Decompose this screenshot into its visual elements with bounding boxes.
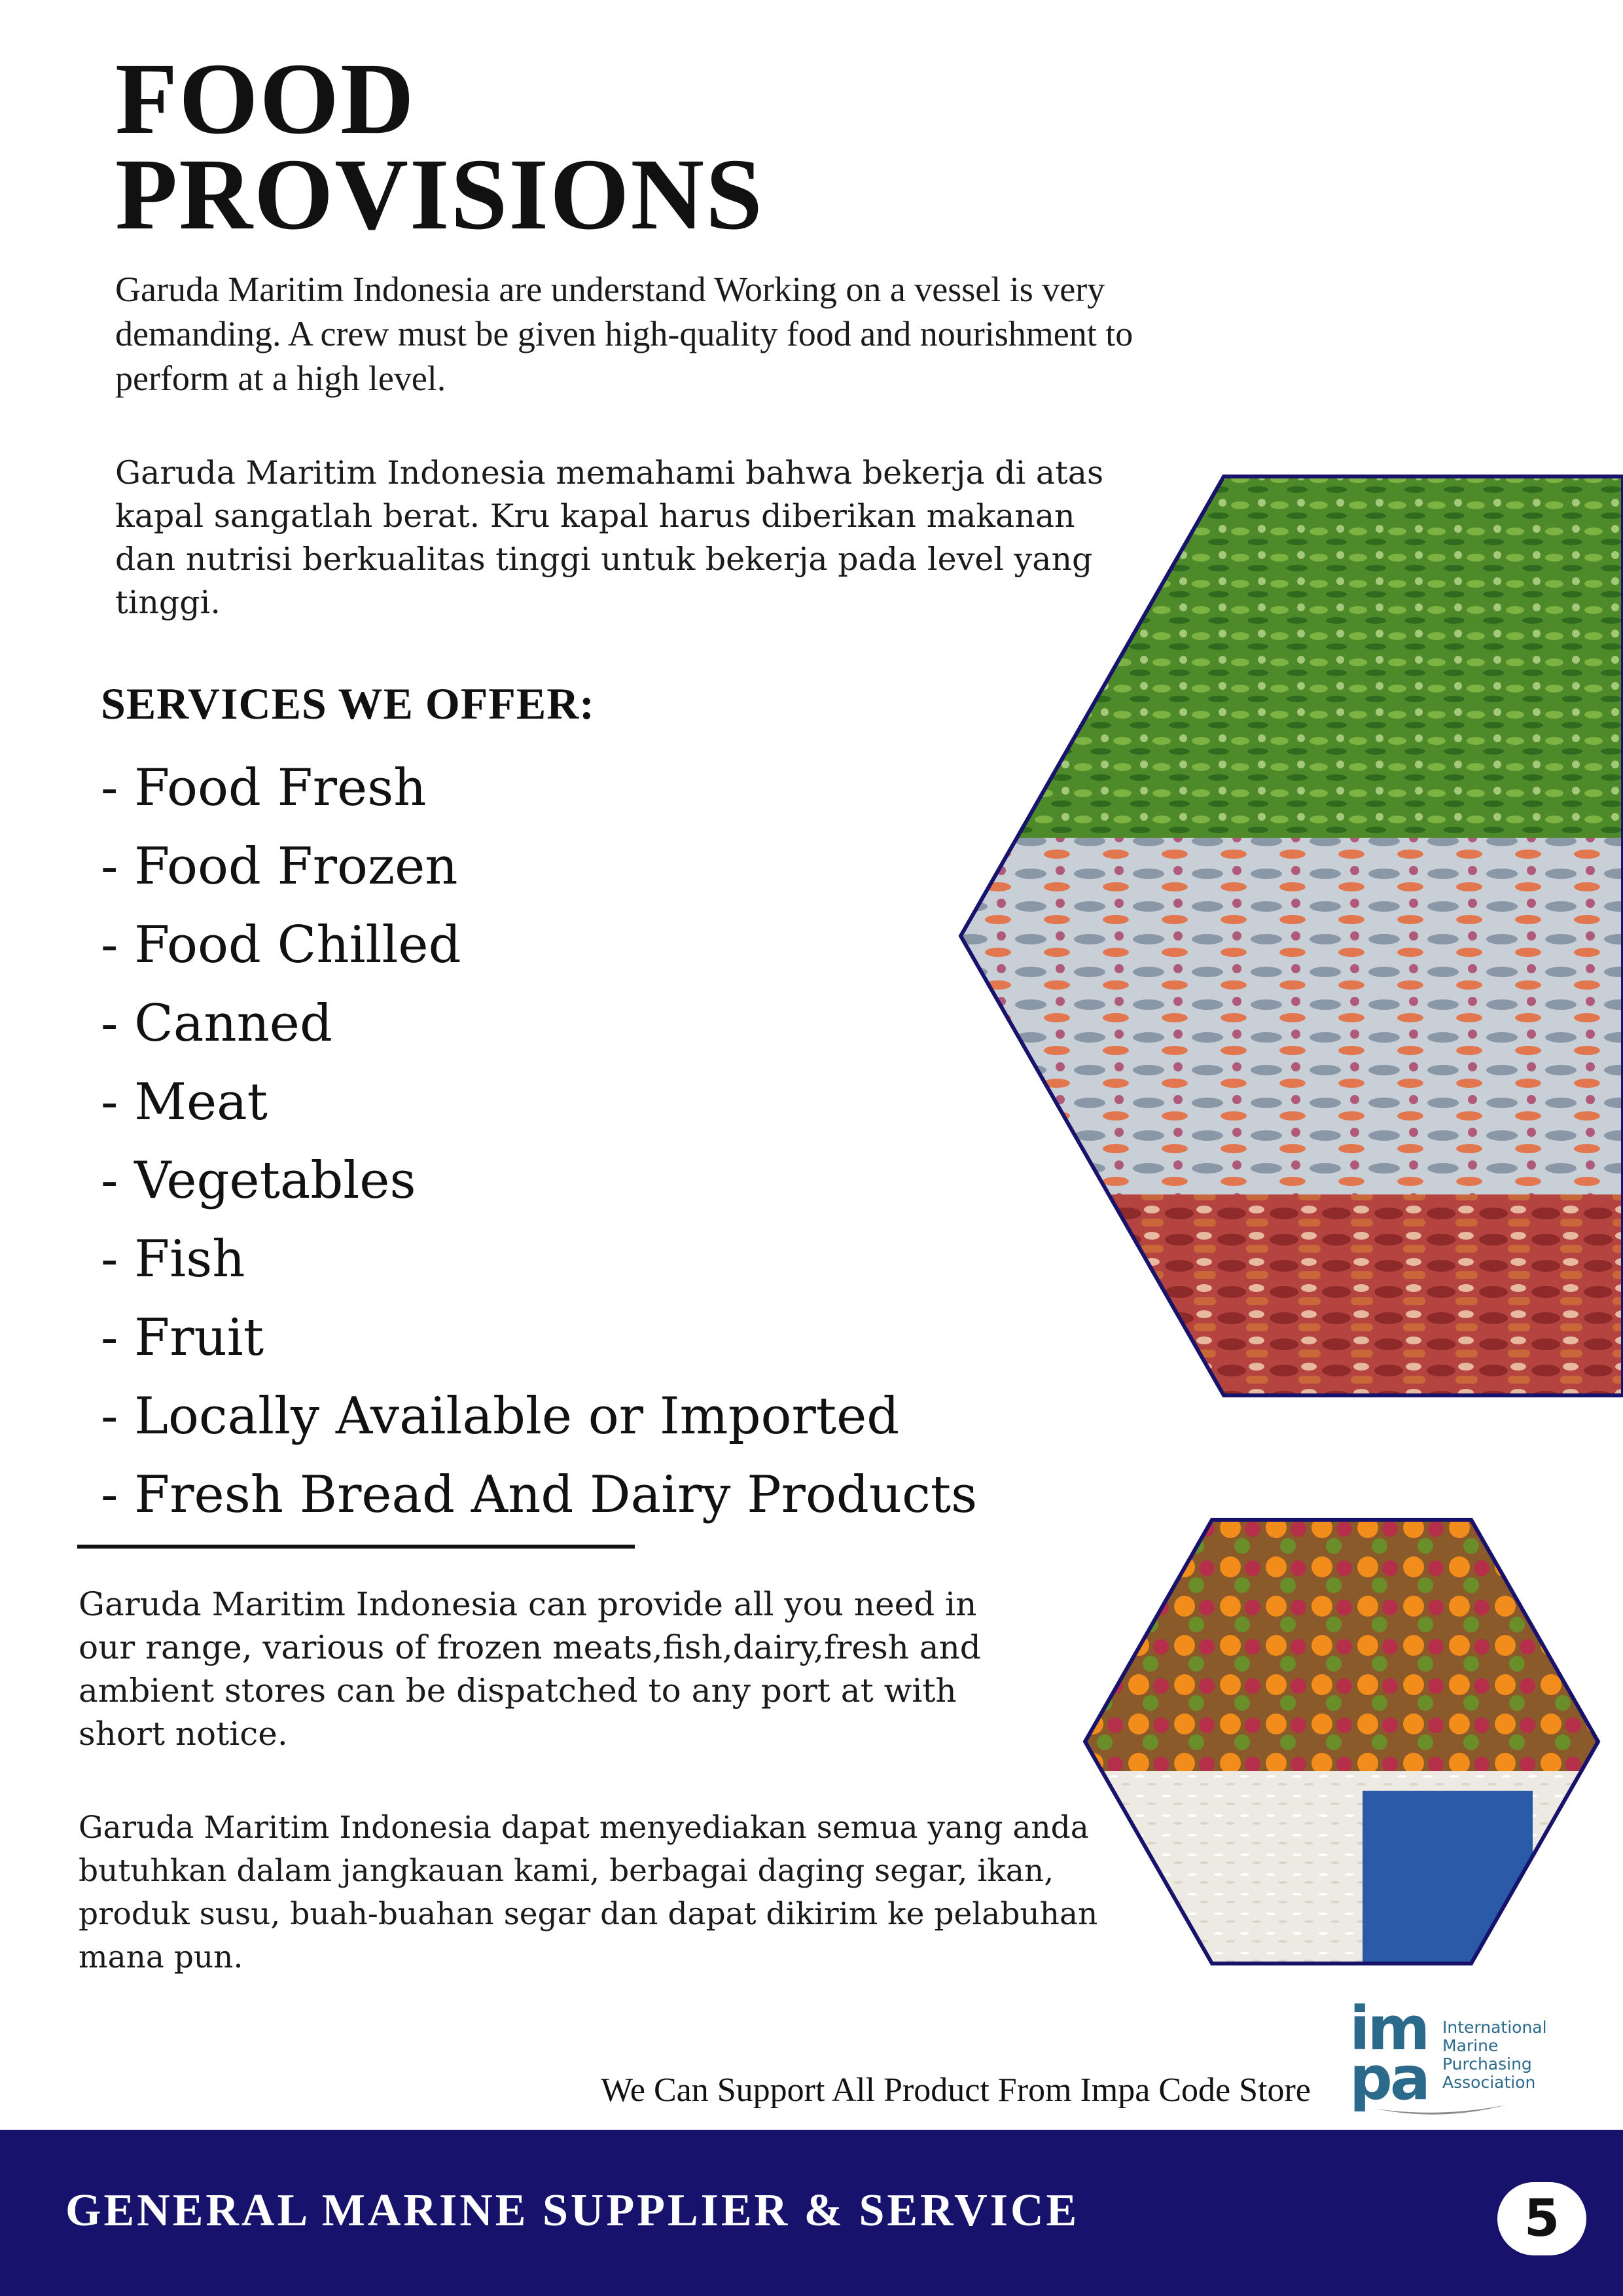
provide-english: Garuda Maritim Indonesia can provide all you need in our range, various of frozen meats,fish,dairy,fresh and ambient stores can be dispatched to any port at with short notice. (79, 1585, 981, 1753)
impa-logo-mark: im pa (1349, 1994, 1428, 2113)
title-line-2: PROVISIONS (115, 137, 764, 251)
page-number: 5 (1497, 2182, 1586, 2255)
service-item: - Vegetables (101, 1151, 416, 1210)
footer-title: GENERAL MARINE SUPPLIER & SERVICE (65, 2185, 1080, 2236)
service-item: - Canned (101, 994, 332, 1053)
services-heading: SERVICES WE OFFER: (101, 679, 595, 728)
service-item: - Fish (101, 1230, 245, 1289)
food-hexagon-image (955, 471, 1623, 1401)
support-text: We Can Support All Product From Impa Code Store (601, 2072, 1311, 2109)
service-item: - Fruit (101, 1308, 264, 1367)
seafood-photo (955, 838, 1623, 1194)
provide-indonesian: Garuda Maritim Indonesia dapat menyediakan semua yang anda butuhkan dalam jangkauan kami, berbagai daging segar, ikan, produk susu, buah-buahan segar dan dapat dikirim ke pelabuhan mana pun. (79, 1810, 1098, 1975)
fruit-rice-hexagon-image (1081, 1516, 1602, 1967)
vegetables-photo (955, 471, 1623, 838)
service-item: - Meat (101, 1073, 268, 1132)
intro-english: Garuda Maritim Indonesia are understand Working on a vessel is very demanding. A crew must be given high-quality food and nourishment to perform at a high level. (115, 270, 1133, 398)
section-divider (77, 1545, 635, 1549)
service-item: - Food Fresh (101, 759, 427, 817)
meat-photo (955, 1194, 1623, 1401)
intro-indonesian: Garuda Maritim Indonesia memahami bahwa bekerja di atas kapal sangatlah berat. Kru kapal harus diberikan makanan dan nutrisi berkualitas tinggi untuk bekerja pada level yang tinggi. (115, 454, 1104, 621)
page-title (115, 42, 764, 251)
impa-swoosh-icon (1376, 2101, 1507, 2121)
impa-logo-text: International Marine Purchasing Association (1442, 2018, 1547, 2092)
services-list (101, 749, 977, 1534)
impa-logo (1349, 1994, 1565, 2119)
service-item: - Fresh Bread And Dairy Products (101, 1465, 978, 1524)
service-item: - Food Frozen (101, 837, 458, 896)
footer-bar (0, 2130, 1623, 2296)
service-item: - Locally Available or Imported (101, 1387, 900, 1446)
rice-bag-graphic (1363, 1791, 1533, 1967)
service-item: - Food Chilled (101, 916, 461, 975)
fruit-photo (1081, 1516, 1602, 1771)
title-line-1: FOOD (115, 42, 416, 155)
